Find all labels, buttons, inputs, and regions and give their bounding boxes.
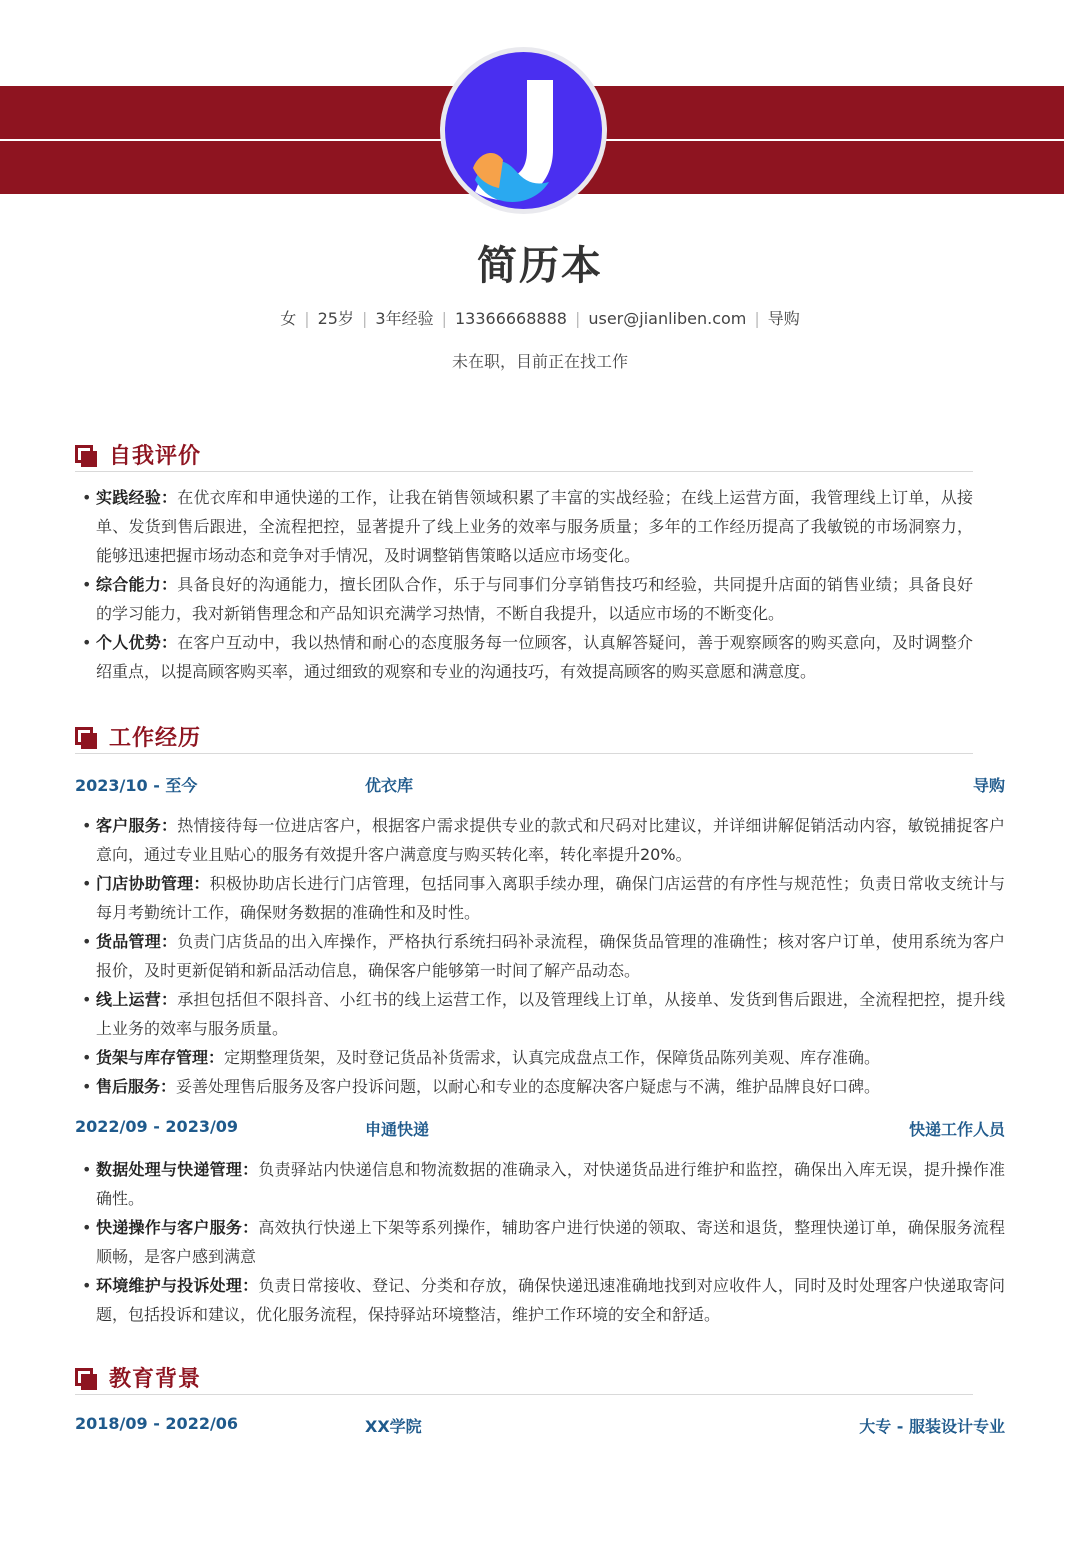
section-square-icon bbox=[75, 443, 99, 467]
job-status: 未在职，目前正在找工作 bbox=[451, 352, 628, 371]
section-header bbox=[75, 720, 973, 754]
job-company: 申通快递 bbox=[365, 1120, 430, 1139]
age: 25岁 bbox=[317, 309, 354, 328]
contact-info bbox=[0, 306, 1080, 329]
section-title: 工作经历 bbox=[109, 726, 202, 751]
work-section bbox=[75, 720, 973, 754]
section-title: 教育背景 bbox=[109, 1367, 202, 1392]
list-item: • 数据处理与快递管理：负责驿站内快递信息和物流数据的准确录入，对快递货品进行维护和监控，确保出入库无误，提升操作准确性。 bbox=[75, 1155, 1005, 1213]
divider: | bbox=[441, 309, 447, 328]
section-square-icon bbox=[75, 725, 99, 749]
phone[interactable]: 13366668888 bbox=[454, 309, 567, 328]
divider: | bbox=[574, 309, 581, 328]
list-item: • 实践经验：在优衣库和申通快递的工作，让我在销售领域积累了丰富的实战经验；在线上运营方面，我管理线上订单，从接单、发货到售后跟进，全流程把控，显著提升了线上业务的效率与服务质量；多年的工作经历提高了我敏锐的市场洞察力，能够迅速把握市场动态和竞争对手情况，及时调整销售策略以适应市场变化。 bbox=[75, 483, 973, 570]
avatar bbox=[440, 47, 607, 214]
section-title: 自我评价 bbox=[109, 444, 202, 469]
page-title: 简历本 bbox=[477, 243, 603, 289]
list-item: • 环境维护与投诉处理：负责日常接收、登记、分类和存放，确保快递迅速准确地找到对应收件人，同时及时处理客户快递取寄问题，包括投诉和建议，优化服务流程，保持驿站环境整洁，维护工作环境的安全和舒适。 bbox=[75, 1271, 1005, 1329]
section-header bbox=[75, 438, 973, 472]
job-row bbox=[75, 1117, 1005, 1141]
job-role: 快递工作人员 bbox=[908, 1120, 1005, 1139]
education-row bbox=[75, 1414, 1005, 1438]
self-eval-list bbox=[75, 483, 973, 686]
experience: 3年经验 bbox=[375, 309, 434, 328]
section-header bbox=[75, 1361, 973, 1395]
email[interactable]: user@jianliben.com bbox=[588, 309, 747, 328]
list-item: • 售后服务：妥善处理售后服务及客户投诉问题，以耐心和专业的态度解决客户疑虑与不满，维护品牌良好口碑。 bbox=[75, 1072, 1005, 1101]
j-logo-icon bbox=[445, 52, 602, 209]
self-eval-section bbox=[75, 438, 973, 686]
divider: | bbox=[754, 309, 760, 328]
edu-school: XX学院 bbox=[365, 1417, 422, 1436]
job-period: 2023/10 - 至今 bbox=[75, 776, 198, 795]
job-target: 导购 bbox=[767, 309, 800, 328]
job-duties-list bbox=[75, 1155, 1005, 1329]
education-section bbox=[75, 1361, 973, 1395]
job-row bbox=[75, 773, 1005, 797]
gender: 女 bbox=[280, 309, 297, 328]
list-item: • 综合能力：具备良好的沟通能力，擅长团队合作，乐于与同事们分享销售技巧和经验，共同提升店面的销售业绩；具备良好的学习能力，我对新销售理念和产品知识充满学习热情，不断自我提升，以适应市场的不断变化。 bbox=[75, 570, 973, 628]
job-period: 2022/09 - 2023/09 bbox=[75, 1117, 239, 1136]
divider: | bbox=[304, 309, 310, 328]
job-duties-list bbox=[75, 811, 1005, 1101]
edu-degree: 大专 - 服装设计专业 bbox=[859, 1417, 1005, 1436]
list-item: • 客户服务：热情接待每一位进店客户，根据客户需求提供专业的款式和尺码对比建议，并详细讲解促销活动内容，敏锐捕捉客户意向，通过专业且贴心的服务有效提升客户满意度与购买转化率，转化率提升20%。 bbox=[75, 811, 1005, 869]
list-item: • 线上运营：承担包括但不限抖音、小红书的线上运营工作，以及管理线上订单，从接单、发货到售后跟进，全流程把控，提升线上业务的效率与服务质量。 bbox=[75, 985, 1005, 1043]
divider: | bbox=[362, 309, 368, 328]
list-item: • 个人优势：在客户互动中，我以热情和耐心的态度服务每一位顾客，认真解答疑问，善于观察顾客的购买意向，及时调整介绍重点，以提高顾客购买率，通过细致的观察和专业的沟通技巧，有效提高顾客的购买意愿和满意度。 bbox=[75, 628, 973, 686]
job-company: 优衣库 bbox=[365, 776, 414, 795]
list-item: • 门店协助管理：积极协助店长进行门店管理，包括同事入离职手续办理，确保门店运营的有序性与规范性；负责日常收支统计与每月考勤统计工作，确保财务数据的准确性和及时性。 bbox=[75, 869, 1005, 927]
section-square-icon bbox=[75, 1366, 99, 1390]
job-role: 导购 bbox=[972, 776, 1005, 795]
list-item: • 快递操作与客户服务：高效执行快递上下架等系列操作，辅助客户进行快递的领取、寄送和退货，整理快递订单，确保服务流程顺畅，是客户感到满意 bbox=[75, 1213, 1005, 1271]
list-item: • 货架与库存管理：定期整理货架，及时登记货品补货需求，认真完成盘点工作，保障货品陈列美观、库存准确。 bbox=[75, 1043, 1005, 1072]
edu-period: 2018/09 - 2022/06 bbox=[75, 1414, 239, 1433]
list-item: • 货品管理：负责门店货品的出入库操作，严格执行系统扫码补录流程，确保货品管理的准确性；核对客户订单，使用系统为客户报价，及时更新促销和新品活动信息，确保客户能够第一时间了解产品动态。 bbox=[75, 927, 1005, 985]
